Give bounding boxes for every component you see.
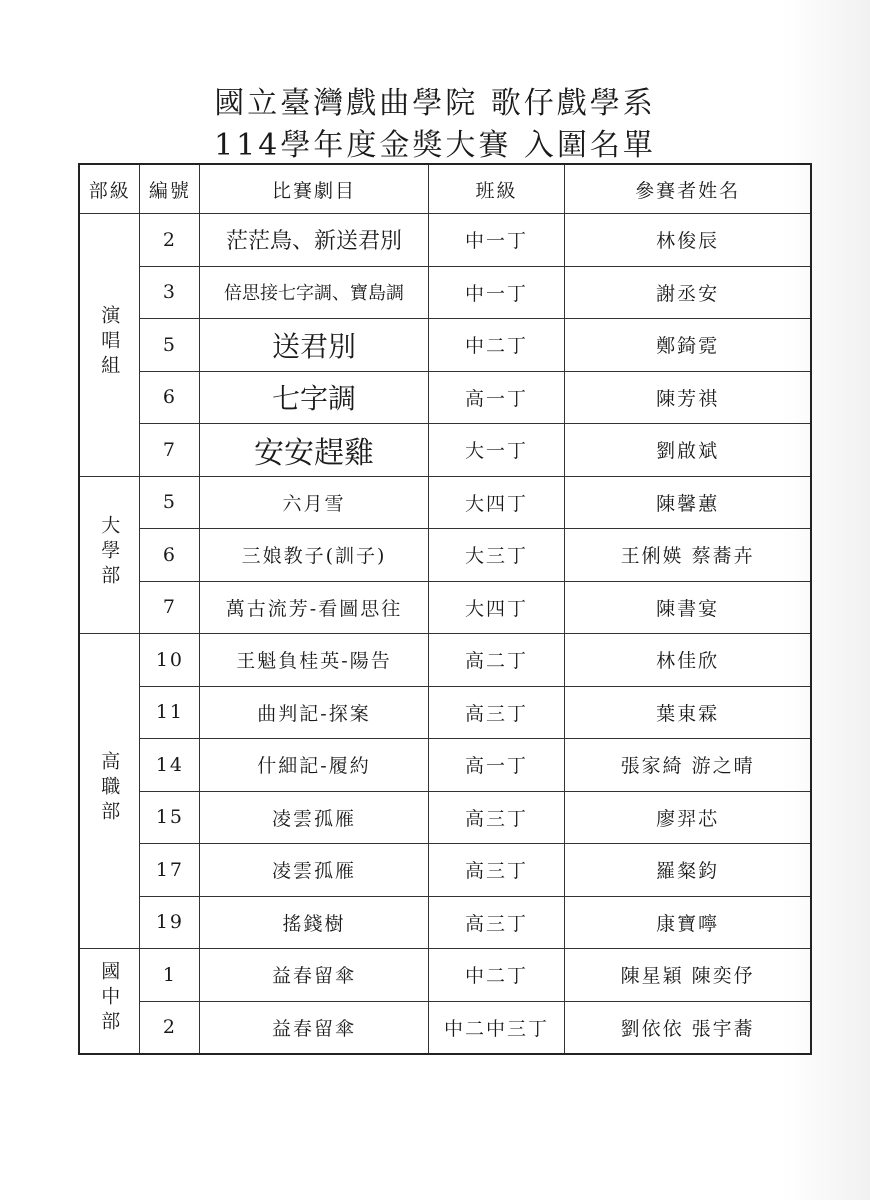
play-title: 七字調 [200, 371, 428, 424]
entry-number: 5 [140, 476, 200, 529]
play-title: 益春留傘 [200, 949, 428, 1002]
group-cell [79, 476, 140, 634]
group-label: 演唱組 [98, 304, 121, 380]
participant-names: 陳星穎 陳奕伃 [565, 949, 811, 1002]
entry-number: 15 [140, 791, 200, 844]
class-name: 中二丁 [428, 949, 565, 1002]
entry-number: 7 [140, 581, 200, 634]
participant-names: 陳馨蕙 [565, 476, 811, 529]
table-row [79, 371, 811, 424]
header-play: 比賽劇目 [200, 164, 428, 214]
entry-number: 19 [140, 896, 200, 949]
table-row [79, 266, 811, 319]
table-row [79, 424, 811, 477]
class-name: 中二中三丁 [428, 1001, 565, 1054]
play-title: 什細記-履約 [200, 739, 428, 792]
participant-names: 葉東霖 [565, 686, 811, 739]
table-row [79, 529, 811, 582]
entry-number: 14 [140, 739, 200, 792]
table-row [79, 476, 811, 529]
entry-number: 2 [140, 1001, 200, 1054]
class-name: 高三丁 [428, 896, 565, 949]
table-row [79, 581, 811, 634]
play-title: 萬古流芳-看圖思往 [200, 581, 428, 634]
play-title: 送君別 [200, 319, 428, 372]
entry-number: 17 [140, 844, 200, 897]
play-title: 凌雲孤雁 [200, 791, 428, 844]
entry-number: 3 [140, 266, 200, 319]
entry-number: 6 [140, 529, 200, 582]
header-level: 部級 [79, 164, 140, 214]
play-title: 六月雪 [200, 476, 428, 529]
table-row [79, 844, 811, 897]
class-name: 大一丁 [428, 424, 565, 477]
group-cell [79, 214, 140, 477]
participant-names: 謝丞安 [565, 266, 811, 319]
entry-number: 5 [140, 319, 200, 372]
entry-number: 11 [140, 686, 200, 739]
play-title: 安安趕雞 [200, 424, 428, 477]
table-row [79, 739, 811, 792]
participant-names: 康寶嚀 [565, 896, 811, 949]
table-row [79, 319, 811, 372]
play-title: 茫茫鳥、新送君別 [200, 214, 428, 267]
class-name: 中一丁 [428, 214, 565, 267]
document-title: 國立臺灣戲曲學院 歌仔戲學系 [214, 86, 656, 121]
play-title: 王魁負桂英-陽告 [200, 634, 428, 687]
class-name: 高一丁 [428, 739, 565, 792]
class-name: 大三丁 [428, 529, 565, 582]
group-label: 國中部 [98, 961, 121, 1036]
entry-number: 6 [140, 371, 200, 424]
play-title: 倍思接七字調、寶島調 [200, 266, 428, 319]
class-name: 高三丁 [428, 686, 565, 739]
entry-number: 1 [140, 949, 200, 1002]
entry-number: 10 [140, 634, 200, 687]
participant-names: 陳芳祺 [565, 371, 811, 424]
class-name: 高一丁 [428, 371, 565, 424]
play-title: 凌雲孤雁 [200, 844, 428, 897]
entry-number: 7 [140, 424, 200, 477]
class-name: 中二丁 [428, 319, 565, 372]
class-name: 大四丁 [428, 581, 565, 634]
play-title: 搖錢樹 [200, 896, 428, 949]
entry-number: 2 [140, 214, 200, 267]
document-subtitle: 114學年度金獎大賽 入圍名單 [214, 128, 656, 163]
participant-names: 王俐媖 蔡蕎卉 [565, 529, 811, 582]
participant-names: 張家綺 游之晴 [565, 739, 811, 792]
header-participants: 參賽者姓名 [565, 164, 811, 214]
table-row [79, 214, 811, 267]
table-header-row [79, 164, 811, 214]
class-name: 大四丁 [428, 476, 565, 529]
table-row [79, 1001, 811, 1054]
class-name: 高三丁 [428, 791, 565, 844]
participant-names: 劉啟斌 [565, 424, 811, 477]
group-cell [79, 634, 140, 949]
play-title: 曲判記-探案 [200, 686, 428, 739]
class-name: 高三丁 [428, 844, 565, 897]
class-name: 中一丁 [428, 266, 565, 319]
table-row [79, 634, 811, 687]
participant-names: 陳書宴 [565, 581, 811, 634]
table-row [79, 896, 811, 949]
participant-names: 廖羿芯 [565, 791, 811, 844]
participant-names: 羅粲鈞 [565, 844, 811, 897]
table-row [79, 686, 811, 739]
finalist-table [78, 163, 812, 1055]
group-label: 大學部 [98, 514, 121, 590]
participant-names: 林佳欣 [565, 634, 811, 687]
participant-names: 劉依依 張宇蕎 [565, 1001, 811, 1054]
group-label: 高職部 [98, 751, 121, 826]
participant-names: 鄭錡霓 [565, 319, 811, 372]
play-title: 益春留傘 [200, 1001, 428, 1054]
header-class: 班級 [428, 164, 565, 214]
header-number: 編號 [140, 164, 200, 214]
participant-names: 林俊辰 [565, 214, 811, 267]
table-row [79, 949, 811, 1002]
class-name: 高二丁 [428, 634, 565, 687]
group-cell [79, 949, 140, 1055]
play-title: 三娘教子(訓子) [200, 529, 428, 582]
table-row [79, 791, 811, 844]
